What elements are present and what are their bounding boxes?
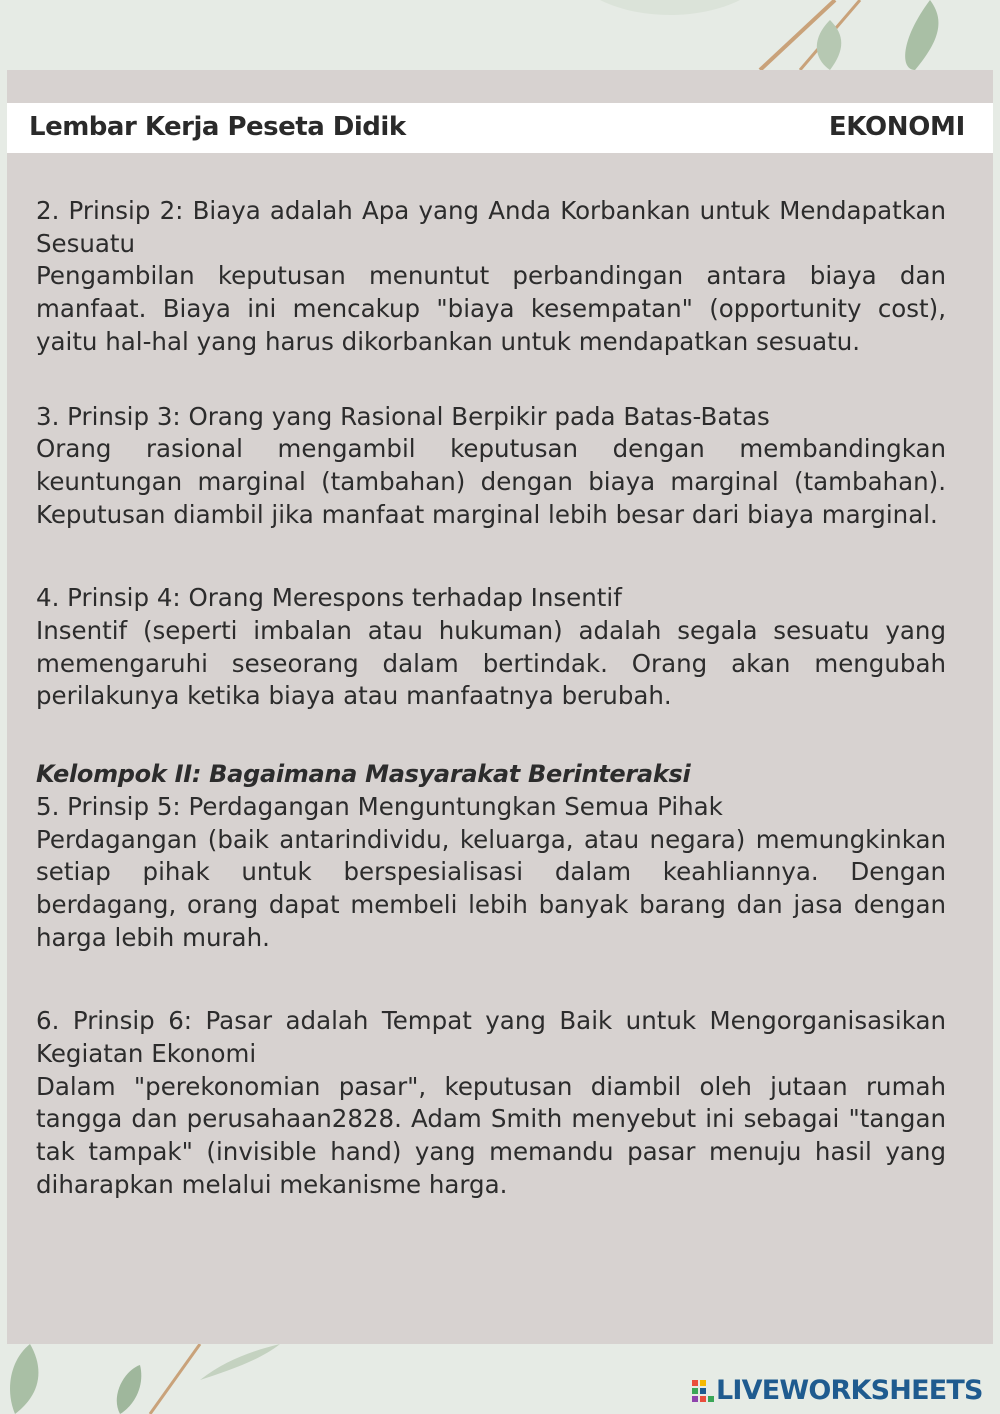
section-title: 6. Prinsip 6: Pasar adalah Tempat yang Baik untuk Mengorganisasikan Kegiatan Ekonomi (36, 1006, 946, 1069)
subject-label: EKONOMI (828, 112, 965, 142)
top-leaves (600, 0, 938, 70)
section-title: 2. Prinsip 2: Biaya adalah Apa yang Anda Korbankan untuk Mendapatkan Sesuatu (36, 196, 946, 258)
section-prinsip-2 (36, 195, 946, 359)
section-prinsip-5 (36, 758, 946, 954)
section-body: Orang rasional mengambil keputusan dengan membandingkan keuntungan marginal (tambahan) dengan biaya marginal (tambahan). Keputusan diambil jika manfaat marginal lebih besar dari biaya marginal. (36, 434, 946, 529)
group-heading: Kelompok II: Bagaimana Masyarakat Berinteraksi (36, 760, 691, 789)
liveworksheets-logo-icon (692, 1380, 714, 1402)
liveworksheets-watermark (692, 1375, 983, 1406)
bottom-leaves (10, 1344, 280, 1414)
worksheet-content (36, 195, 946, 1202)
section-body: Dalam "perekonomian pasar", keputusan diambil oleh jutaan rumah tangga dan perusahaan2828. Adam Smith menyebut ini sebagai "tangan tak tampak" (invisible hand) yang memandu pasar menuju hasil yang diharapkan melalui mekanisme harga. (36, 1071, 946, 1199)
section-body: Pengambilan keputusan menuntut perbandingan antara biaya dan manfaat. Biaya ini mencakup "biaya kesempatan" (opportunity cost), yaitu hal-hal yang harus dikorbankan untuk mendapatkan sesuatu. (36, 261, 946, 356)
section-title: 5. Prinsip 5: Perdagangan Menguntungkan Semua Pihak (36, 791, 723, 821)
section-prinsip-6 (36, 1005, 946, 1201)
page-title: Lembar Kerja Peseta Didik (29, 112, 406, 142)
section-prinsip-3 (36, 401, 946, 532)
section-prinsip-4 (36, 582, 946, 713)
watermark-text: LIVEWORKSHEETS (716, 1375, 983, 1406)
page-header (7, 103, 993, 153)
section-body: Insentif (seperti imbalan atau hukuman) adalah segala sesuatu yang memengaruhi seseorang dalam bertindak. Orang akan mengubah perilakunya ketika biaya atau manfaatnya berubah. (36, 616, 946, 711)
section-body: Perdagangan (baik antarindividu, keluarga, atau negara) memungkinkan setiap pihak untuk berspesialisasi dalam keahliannya. Dengan berdagang, orang dapat membeli lebih banyak barang dan jasa dengan harga lebih murah. (36, 824, 946, 952)
section-title: 3. Prinsip 3: Orang yang Rasional Berpikir pada Batas-Batas (36, 401, 770, 431)
section-title: 4. Prinsip 4: Orang Merespons terhadap Insentif (36, 583, 622, 613)
